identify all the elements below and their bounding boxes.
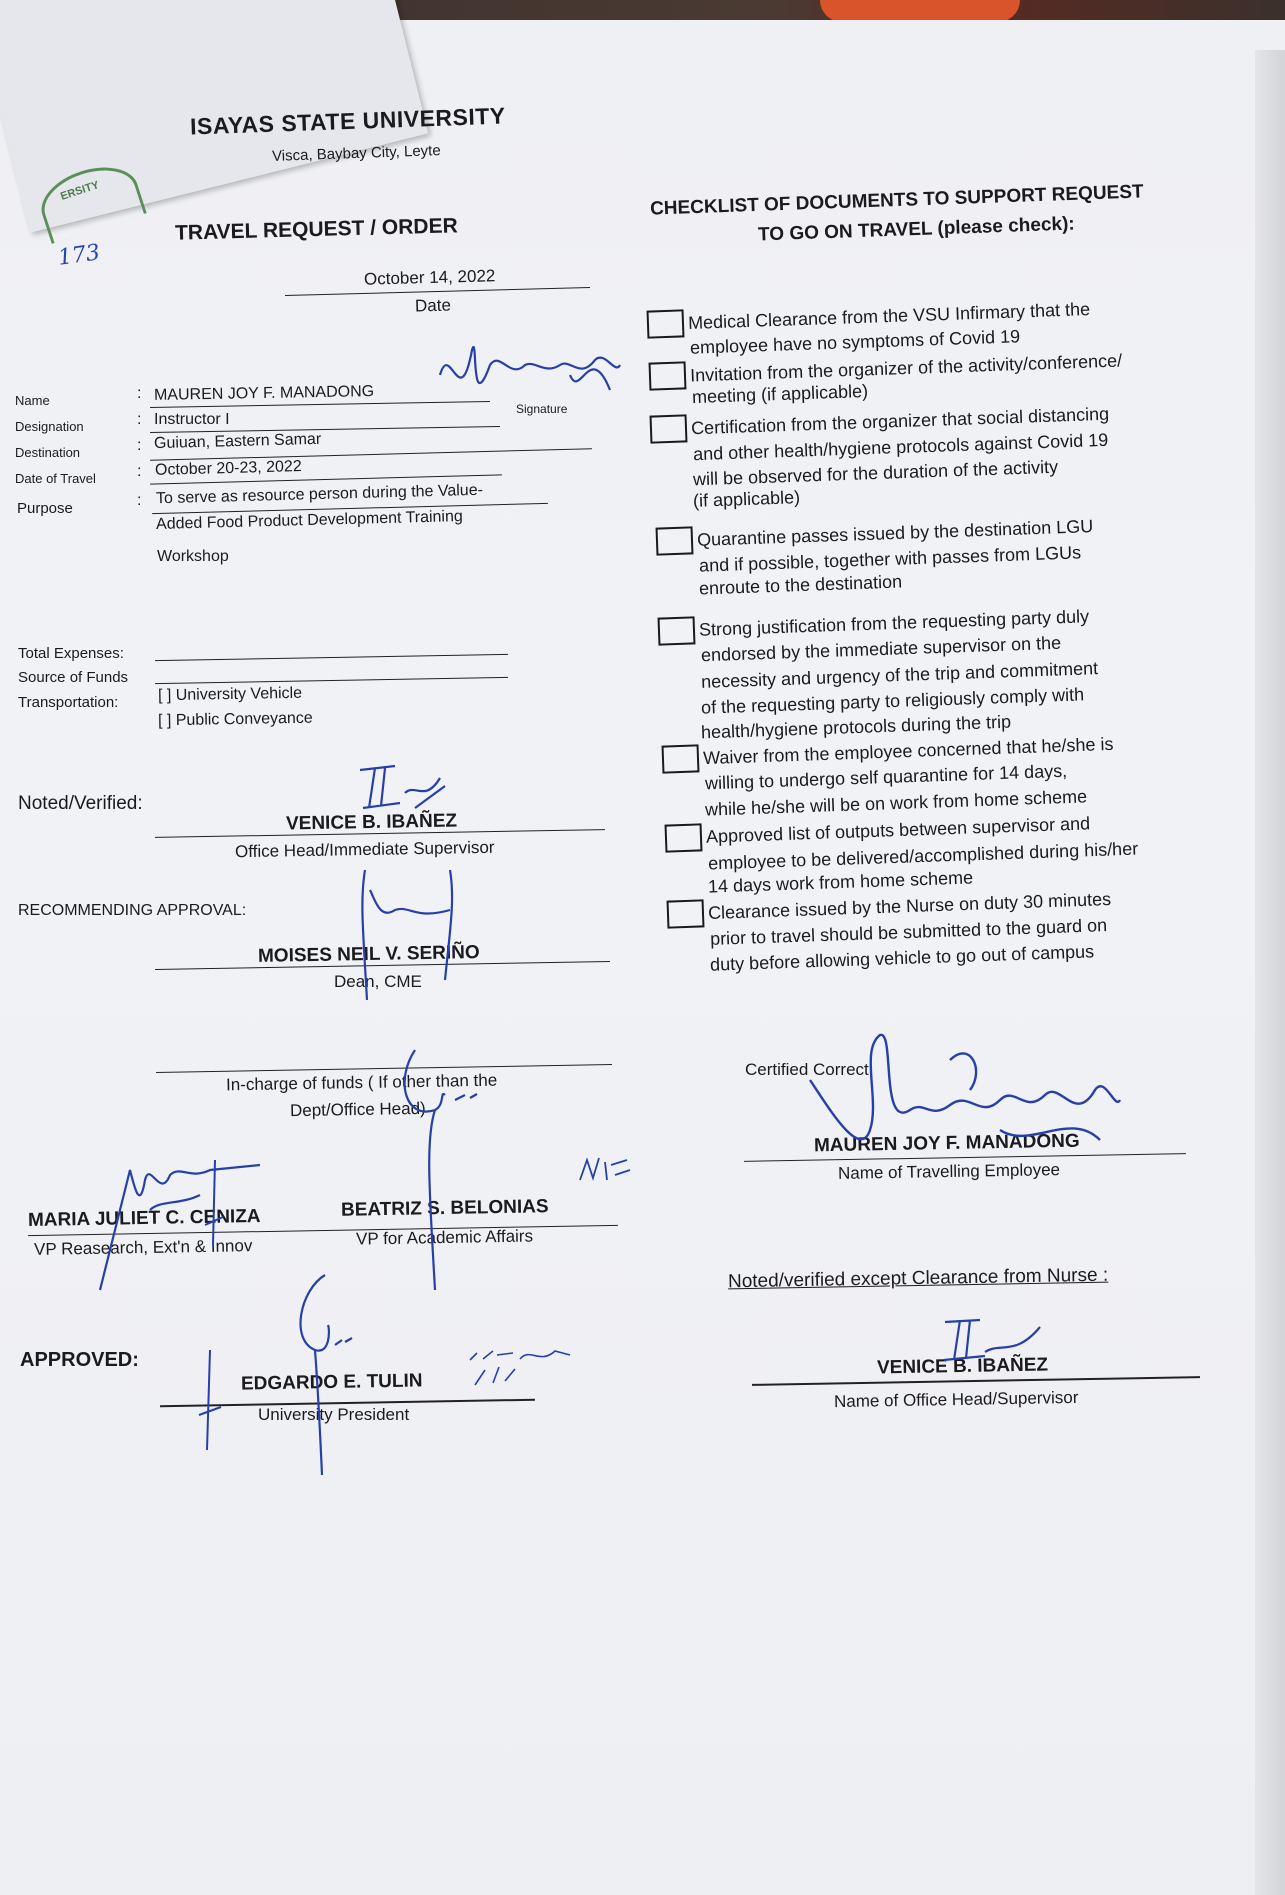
recommending-approval-label: RECOMMENDING APPROVAL:	[18, 902, 247, 919]
total-expenses-label: Total Expenses:	[18, 645, 124, 662]
checklist-item-line: and if possible, together with passes from LGUs	[698, 542, 1082, 576]
name-label: Name	[15, 393, 50, 408]
funds-title-line-2: Dept/Office Head)	[289, 1098, 426, 1121]
certified-employee-name: MAUREN JOY F. MANADONG	[813, 1130, 1080, 1157]
president-name: EDGARDO E. TULIN	[240, 1370, 423, 1395]
noted-verified-label: Noted/Verified:	[18, 793, 143, 814]
vp1-name: MARIA JULIET C. CENIZA	[27, 1205, 261, 1232]
name-colon: :	[137, 385, 142, 402]
checklist-item-line: Invitation from the organizer of the activity/conference/	[689, 350, 1123, 386]
checklist-item-line: Medical Clearance from the VSU Infirmary that the	[687, 298, 1091, 334]
purpose-label: Purpose	[17, 500, 73, 517]
purpose-line-3: Workshop	[157, 548, 229, 565]
checklist-item-line: enroute to the destination	[698, 571, 903, 599]
supervisor-name: VENICE B. IBAÑEZ	[876, 1354, 1049, 1379]
date-of-travel-label: Date of Travel	[15, 471, 96, 486]
checklist-item-line: while he/she will be on work from home scheme	[704, 786, 1088, 820]
vp2-name: BEATRIZ S. BELONIAS	[340, 1196, 549, 1221]
purpose-colon: :	[137, 492, 142, 509]
designation-colon: :	[137, 411, 142, 428]
checklist-checkbox[interactable]	[667, 899, 705, 928]
checklist-item-line: and other health/hygiene protocols against Covid 19	[692, 429, 1109, 465]
recommending-signatory-title: Dean, CME	[334, 972, 422, 991]
checklist-checkbox[interactable]	[656, 526, 694, 555]
checklist-checkbox[interactable]	[650, 414, 688, 443]
checklist-checkbox[interactable]	[662, 744, 700, 773]
source-of-funds-label: Source of Funds	[18, 669, 129, 686]
president-title: University President	[258, 1405, 410, 1424]
date-of-travel-value: October 20-23, 2022	[154, 458, 302, 479]
supervisor-signature	[940, 1312, 1050, 1372]
vp1-title: VP Reasearch, Ext'n & Innov	[33, 1236, 253, 1259]
seal-text: ERSITY	[59, 179, 101, 203]
president-date-note	[465, 1345, 575, 1395]
checklist-item-line: necessity and urgency of the trip and commitment	[700, 658, 1099, 692]
checklist-item-line: Strong justification from the requesting party duly	[698, 606, 1090, 640]
checklist-item-line: Waiver from the employee concerned that he/she is	[702, 733, 1114, 769]
checklist-item-line: willing to undergo self quarantine for 14 days,	[704, 760, 1068, 794]
transport-option-public-conveyance: [ ] Public Conveyance	[157, 709, 313, 730]
noted-signatory-title: Office Head/Immediate Supervisor	[234, 837, 495, 862]
checklist-item-line: employee have no symptoms of Covid 19	[689, 326, 1021, 358]
checklist-item-line: duty before allowing vehicle to go out of campus	[709, 941, 1095, 975]
nurse-clearance-note: Noted/verified except Clearance from Nurse :	[727, 1264, 1109, 1293]
checklist-item-line: Quarantine passes issued by the destination LGU	[696, 516, 1094, 550]
checklist-item-line: Clearance issued by the Nurse on duty 30 minutes	[707, 888, 1112, 924]
purpose-line-2: Added Food Product Development Training	[155, 507, 464, 534]
vp2-title: VP for Academic Affairs	[355, 1226, 534, 1249]
noted-signature	[355, 758, 465, 828]
checklist-item-line: prior to travel should be submitted to the guard on	[709, 915, 1108, 949]
approved-label: APPROVED:	[20, 1349, 139, 1371]
checklist-item-line: endorsed by the immediate supervisor on the	[700, 632, 1062, 666]
checklist-item-line: meeting (if applicable)	[691, 380, 869, 408]
checklist-item-line: Approved list of outputs between supervisor and	[705, 813, 1091, 847]
funds-title-line-1: In-charge of funds ( If other than the	[225, 1070, 498, 1095]
supervisor-title: Name of Office Head/Supervisor	[833, 1387, 1079, 1412]
checklist-item-line: will be observed for the duration of the activity	[692, 456, 1059, 490]
university-name: ISAYAS STATE UNIVERSITY	[189, 102, 507, 140]
employee-signature-top	[430, 320, 630, 430]
name-value: MAUREN JOY F. MANADONG	[153, 383, 375, 404]
checklist-checkbox[interactable]	[665, 823, 703, 852]
background-object	[820, 0, 1020, 22]
checklist-heading-line-1: CHECKLIST OF DOCUMENTS TO SUPPORT REQUEST	[649, 181, 1144, 220]
recommending-signatory-name: MOISES NEIL V. SERIÑO	[257, 942, 480, 967]
checklist-item-line: health/hygiene protocols during the trip	[700, 711, 1012, 743]
designation-label: Designation	[15, 419, 84, 434]
vp2-signature	[385, 1040, 495, 1300]
handwritten-number: 173	[56, 240, 102, 271]
paper-stack-edge	[1255, 50, 1285, 1895]
checklist-checkbox[interactable]	[658, 616, 696, 645]
president-initial-mark	[195, 1345, 235, 1455]
noted-signatory-name: VENICE B. IBAÑEZ	[285, 810, 458, 835]
checklist-item-line: (if applicable)	[692, 487, 801, 511]
checklist-item-line: of the requesting party to religiously comply with	[700, 684, 1085, 718]
vp1-initial-mark	[195, 1155, 235, 1255]
date-of-travel-colon: :	[137, 463, 142, 480]
vp2-initials	[575, 1150, 635, 1190]
checklist-item-line: employee to be delivered/accomplished during his/her	[707, 838, 1139, 874]
destination-label: Destination	[15, 445, 81, 460]
transport-option-university-vehicle: [ ] University Vehicle	[157, 684, 303, 705]
president-signature	[280, 1270, 360, 1480]
checklist-heading-line-2: TO GO ON TRAVEL (please check):	[757, 213, 1076, 246]
destination-colon: :	[137, 437, 142, 454]
purpose-line-1: To serve as resource person during the Value-	[155, 481, 484, 508]
checklist-checkbox[interactable]	[649, 361, 687, 390]
recommending-signature	[355, 860, 465, 1010]
vp1-signature	[90, 1150, 270, 1300]
date-caption: Date	[414, 295, 452, 316]
designation-value: Instructor I	[154, 411, 230, 428]
checklist-item-line: Certification from the organizer that social distancing	[690, 403, 1110, 439]
destination-value: Guiuan, Eastern Samar	[153, 430, 322, 453]
signature-caption: Signature	[516, 402, 568, 416]
certified-employee-signature	[800, 1030, 1130, 1200]
date-value: October 14, 2022	[363, 266, 496, 289]
form-title: TRAVEL REQUEST / ORDER	[174, 214, 459, 245]
checklist-item-line: 14 days work from home scheme	[707, 867, 974, 897]
transportation-label: Transportation:	[18, 694, 119, 711]
checklist-checkbox[interactable]	[647, 309, 685, 338]
university-address: Visca, Baybay City, Leyte	[271, 142, 441, 165]
certified-employee-title: Name of Travelling Employee	[837, 1160, 1061, 1183]
certified-correct-label: Certified Correct:	[745, 1060, 874, 1079]
